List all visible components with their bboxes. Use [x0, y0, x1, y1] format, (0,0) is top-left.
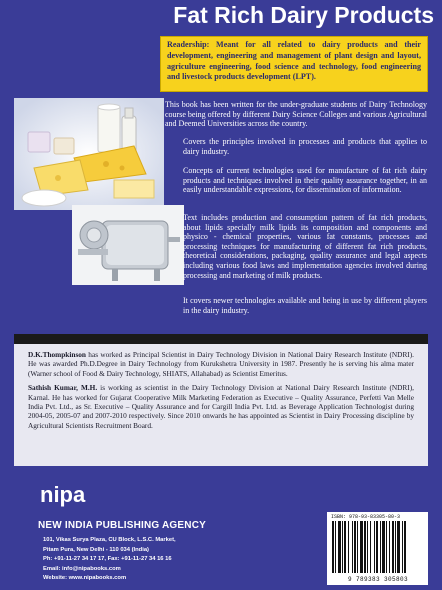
description-paragraph: It covers newer technologies available and being in use by different players in the dairy industry. [183, 296, 427, 315]
author-description: is working as scientist in the Dairy Technology Division at National Dairy Research Institute (NDRI), Karnal. He has worked for Gujarat Cooperative Milk Marketing Federation as Executive – Quality Assurance, Perfetti Van Melle India Pvt. Ltd., as Sr. Executive – Quality Assurance and for Cargill India Pvt. Ltd. as Beverage Application Technologist during 2004-05, 2005-07 and 2007-2010 respectively. Since 2010 onwards he has appointed as Scientist in Dairy Processing discipline by Agricultural Scientists Recruitment Board. [28, 383, 414, 430]
publisher-name: NEW INDIA PUBLISHING AGENCY [38, 520, 206, 531]
authors-box [14, 344, 428, 466]
description-paragraph: Concepts of current technologies used for manufacture of fat rich dairy products and techniques involved in their quality assurance together, in an easily understandable expressions, for dissemination of information. [183, 166, 427, 195]
address-line: Pitam Pura, New Delhi - 110 034 (India) [43, 546, 149, 553]
dairy-products-image [14, 98, 164, 210]
author-bio [28, 383, 414, 430]
logo-text: nipa [40, 482, 86, 507]
address-line: 101, Vikas Surya Plaza, CU Block, L.S.C. Market, [43, 537, 176, 543]
address-line: Email: info@nipabooks.com [43, 565, 121, 572]
barcode-icon [331, 521, 424, 575]
author-name: D.K.Thompkinson [28, 350, 86, 359]
book-title: Fat Rich Dairy Products [173, 2, 434, 28]
address-line: Website: www.nipabooks.com [43, 575, 127, 582]
publisher-logo [40, 482, 84, 512]
barcode-number: 9 789383 305803 [347, 576, 408, 583]
barcode-box [327, 512, 428, 585]
isbn-label: ISBN: 978-93-83305-80-3 [331, 514, 401, 520]
author-bio [28, 350, 414, 378]
author-name: Sathish Kumar, M.H. [28, 383, 98, 393]
publisher-address [43, 536, 176, 584]
readership-box: Readership: Meant for all related to dairy products and their development, engineering and management of plant design and layout, agriculture engineering, food science and technology, food engineering and livestock products development (LPT). [160, 36, 428, 92]
description-paragraph: Covers the principles involved in processes and products that applies to dairy industry. [183, 137, 427, 156]
address-line: Ph: +91-11-27 34 17 17, Fax: +91-11-27 34 16 16 [43, 556, 172, 563]
divider-bar [14, 334, 428, 344]
author-description: has worked as Principal Scientist in Dairy Technology Division in National Dairy Research Institute (NDRI). He was awarded Ph.D.Degree in Dairy Technology from Kurukshetra University in 1987. Presently he is serving his alma mater (Warner school of Food & Dairy Technology, SHIATS, Allahabad) as Scientist Emeritus. [28, 350, 414, 378]
dairy-machine-image [72, 205, 184, 285]
intro-text: This book has been written for the under-graduate students of Dairy Technology course being offered by different Dairy Science Colleges and various Agricultural and Deemed Universities across the country. [165, 100, 427, 129]
description-paragraph: Text includes production and consumption pattern of fat rich products, about lipids specially milk lipids its composition and components and physico - chemical properties, various fat constants, processes and processing techniques for manufacturing of different fat rich products, theoretical considerations, packaging, quality assurance and legal aspects including various food laws and implementation agencies involved during processing and marketing of milk products. [183, 213, 427, 280]
